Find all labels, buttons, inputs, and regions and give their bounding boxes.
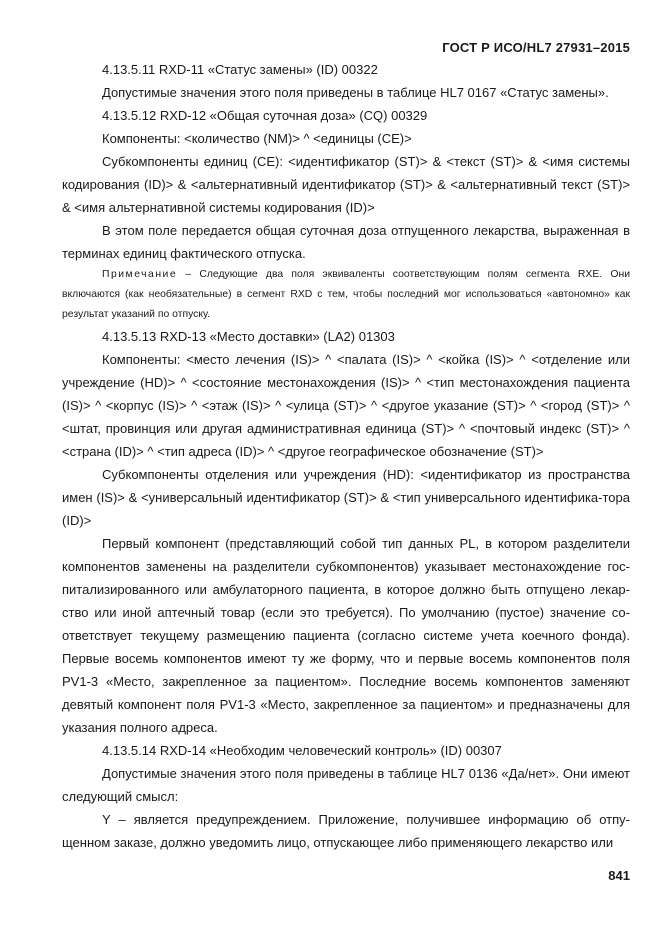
paragraph: Компоненты: <количество (NM)> ^ <единицы (CE)> [102,131,412,146]
paragraph: Y – является предупреждением. Приложение, получившее информацию об отпу-щенном заказе, должно уведомить лицо, отпускающее либо применяющего лекарство или [62,812,630,850]
paragraph: Компоненты: <место лечения (IS)> ^ <палата (IS)> ^ <койка (IS)> ^ <отделение или учреждение (HD)> ^ <состояние местонахождения (IS)> ^ <тип местонахождения пациента (IS)> ^ <корпус (IS)> ^ <этаж (IS)> ^ <улица (ST)> ^ <другое указание (ST)> ^ <город (ST)> ^ <штат, провинция или другая административная единица (ST)> ^ <почтовый индекс (ST)> ^ <страна (ID)> ^ <тип адреса (ID)> ^ <другое географическое обозначение (ST)> [62,352,630,459]
paragraph: Допустимые значения этого поля приведены в таблице HL7 0136 «Да/нет». Они имеют следующий смысл: [62,766,630,804]
page-number: 841 [608,868,630,883]
section-heading-rxd-12: 4.13.5.12 RXD-12 «Общая суточная доза» (CQ) 00329 [102,108,428,123]
note [62,265,630,325]
standard-header: ГОСТ Р ИСО/HL7 27931–2015 [442,40,630,55]
paragraph: Субкомпоненты единиц (CE): <идентификатор (ST)> & <текст (ST)> & <имя системы кодирования (ID)> & <альтернативный идентификатор (ST)> & <альтернативный текст (ST)> & <имя альтернативной системы кодирования (ID)> [62,154,630,215]
note-text: – Следующие два поля эквиваленты соответствующим полям сегмента RXE. Они включаются (как необязательные) в сегмент RXD с тем, чтобы последний мог использоваться «автономно» как результат указаний по отпуску. [62,269,630,320]
paragraph: Допустимые значения этого поля приведены в таблице HL7 0167 «Статус замены». [102,85,609,100]
paragraph: В этом поле передается общая суточная доза отпущенного лекарства, выраженная в терминах единиц фактического отпуска. [62,223,630,261]
section-heading-rxd-14: 4.13.5.14 RXD-14 «Необходим человеческий контроль» (ID) 00307 [102,743,502,758]
section-heading-rxd-13: 4.13.5.13 RXD-13 «Место доставки» (LA2) 01303 [102,329,395,344]
paragraph: Первый компонент (представляющий собой тип данных PL, в котором разделители компонентов заменены на разделители субкомпонентов) указывает местонахождение гос-питализированного или амбулаторного пациента, в которое должно быть отпущено лекар-ство или иной аптечный товар (если это требуется). По умолчанию (пустое) значение со-ответствует текущему размещению пациента (согласно системе учета коечного фонда). Первые восемь компонентов имеют ту же форму, что и первые восемь компонентов поля PV1-3 «Место, закрепленное за пациентом». Последние восемь компонентов заменяют девятый компонент поля PV1-3 «Место, закрепленное за пациентом» и предназначены для указания полного адреса. [62,536,630,735]
note-label: Примечание [102,269,178,280]
page-content [62,58,630,854]
paragraph: Субкомпоненты отделения или учреждения (HD): <идентификатор из пространства имен (IS)> & <универсальный идентификатор (ST)> & <тип универсального идентифика-тора (ID)> [62,467,630,528]
section-heading-rxd-11: 4.13.5.11 RXD-11 «Статус замены» (ID) 00322 [102,62,378,77]
